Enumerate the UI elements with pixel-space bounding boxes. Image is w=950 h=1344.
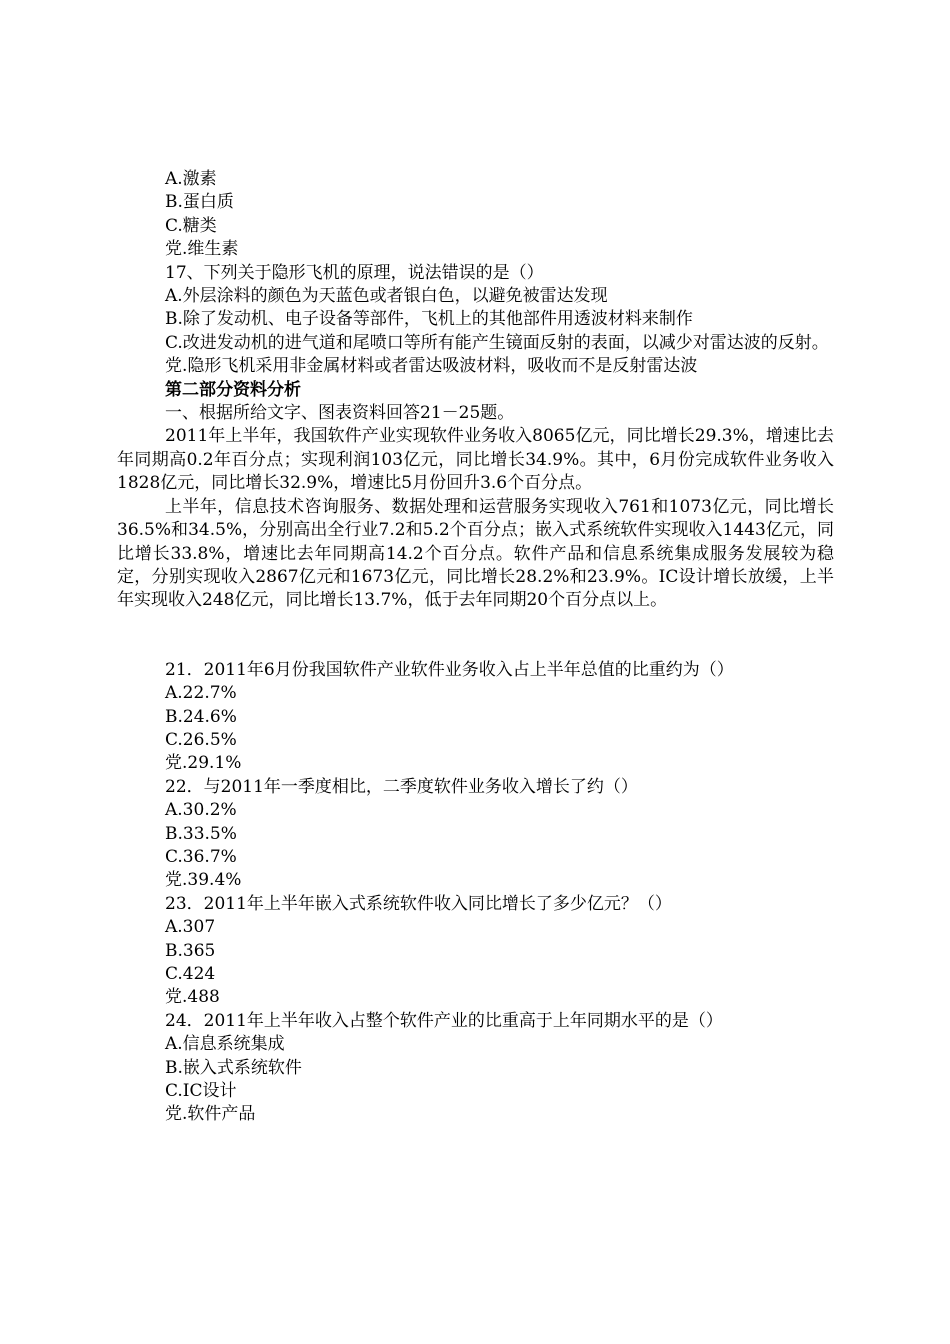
q17-option-a: A.外层涂料的颜色为天蓝色或者银白色，以避免被雷达发现 [165,286,608,307]
paragraph-1: 2011年上半年，我国软件产业实现软件业务收入8065亿元，同比增长29.3%，增速比去年同期高0.2年百分点；实现利润103亿元，同比增长34.9%。其中，6月份完成软件业务收入1828亿元，同比增长32.9%，增速比5月份回升3.6个百分点。 [117,426,834,494]
page-content [117,168,834,1127]
q22-option-a: A.30.2% [165,800,237,821]
q24-option-d: 党.软件产品 [165,1104,256,1125]
q24-option-b: B.嵌入式系统软件 [165,1057,302,1078]
q21-option-c: C.26.5% [165,729,237,750]
q23-option-c: C.424 [165,964,216,984]
q23-option-a: A.307 [165,917,216,938]
q24-question: 24．2011年上半年收入占整个软件产业的比重高于上年同期水平的是（） [165,1010,723,1031]
q21-option-a: A.22.7% [165,683,237,704]
instruction: 一、根据所给文字、图表资料回答21－25题。 [165,403,515,424]
q24-option-a: A.信息系统集成 [165,1034,285,1055]
q16-option-b: B.蛋白质 [165,192,234,213]
q16-option-c: C.糖类 [165,215,217,236]
q23-option-d: 党.488 [165,987,220,1008]
paragraph-2: 上半年，信息技术咨询服务、数据处理和运营服务实现收入761和1073亿元，同比增长36.5%和34.5%，分别高出全行业7.2和5.2个百分点；嵌入式系统软件实现收入1443亿元，同比增长33.8%，增速比去年同期高14.2个百分点。软件产品和信息系统集成服务发展较为稳定，分别实现收入2867亿元和1673亿元，同比增长28.2%和23.9%。IC设计增长放缓，上半年实现收入248亿元，同比增长13.7%，低于去年同期20个百分点以上。 [117,496,834,611]
q24-option-c: C.IC设计 [165,1081,237,1102]
q16-option-d: 党.维生素 [165,239,239,260]
q22-option-b: B.33.5% [165,823,237,844]
q21-option-d: 党.29.1% [165,753,242,774]
q22-question: 22．与2011年一季度相比，二季度软件业务收入增长了约（） [165,776,638,797]
q21-option-b: B.24.6% [165,706,237,727]
q17-option-c: C.改进发动机的进气道和尾喷口等所有能产生镜面反射的表面，以减少对雷达波的反射。 [165,332,829,353]
q17-option-b: B.除了发动机、电子设备等部件，飞机上的其他部件用透波材料来制作 [165,309,693,330]
q21-question: 21．2011年6月份我国软件产业软件业务收入占上半年总值的比重约为（） [165,659,734,680]
q17-option-d: 党.隐形飞机采用非金属材料或者雷达吸波材料，吸收而不是反射雷达波 [165,356,698,377]
q16-option-a: A.激素 [165,169,217,189]
section-title: 第二部分资料分析 [165,379,301,400]
q23-question: 23．2011年上半年嵌入式系统软件收入同比增长了多少亿元？（） [165,893,672,914]
q22-option-c: C.36.7% [165,846,237,867]
q22-option-d: 党.39.4% [165,870,242,891]
q17-question: 17、下列关于隐形飞机的原理，说法错误的是（） [165,262,544,283]
q23-option-b: B.365 [165,940,216,961]
spacer [117,613,834,659]
